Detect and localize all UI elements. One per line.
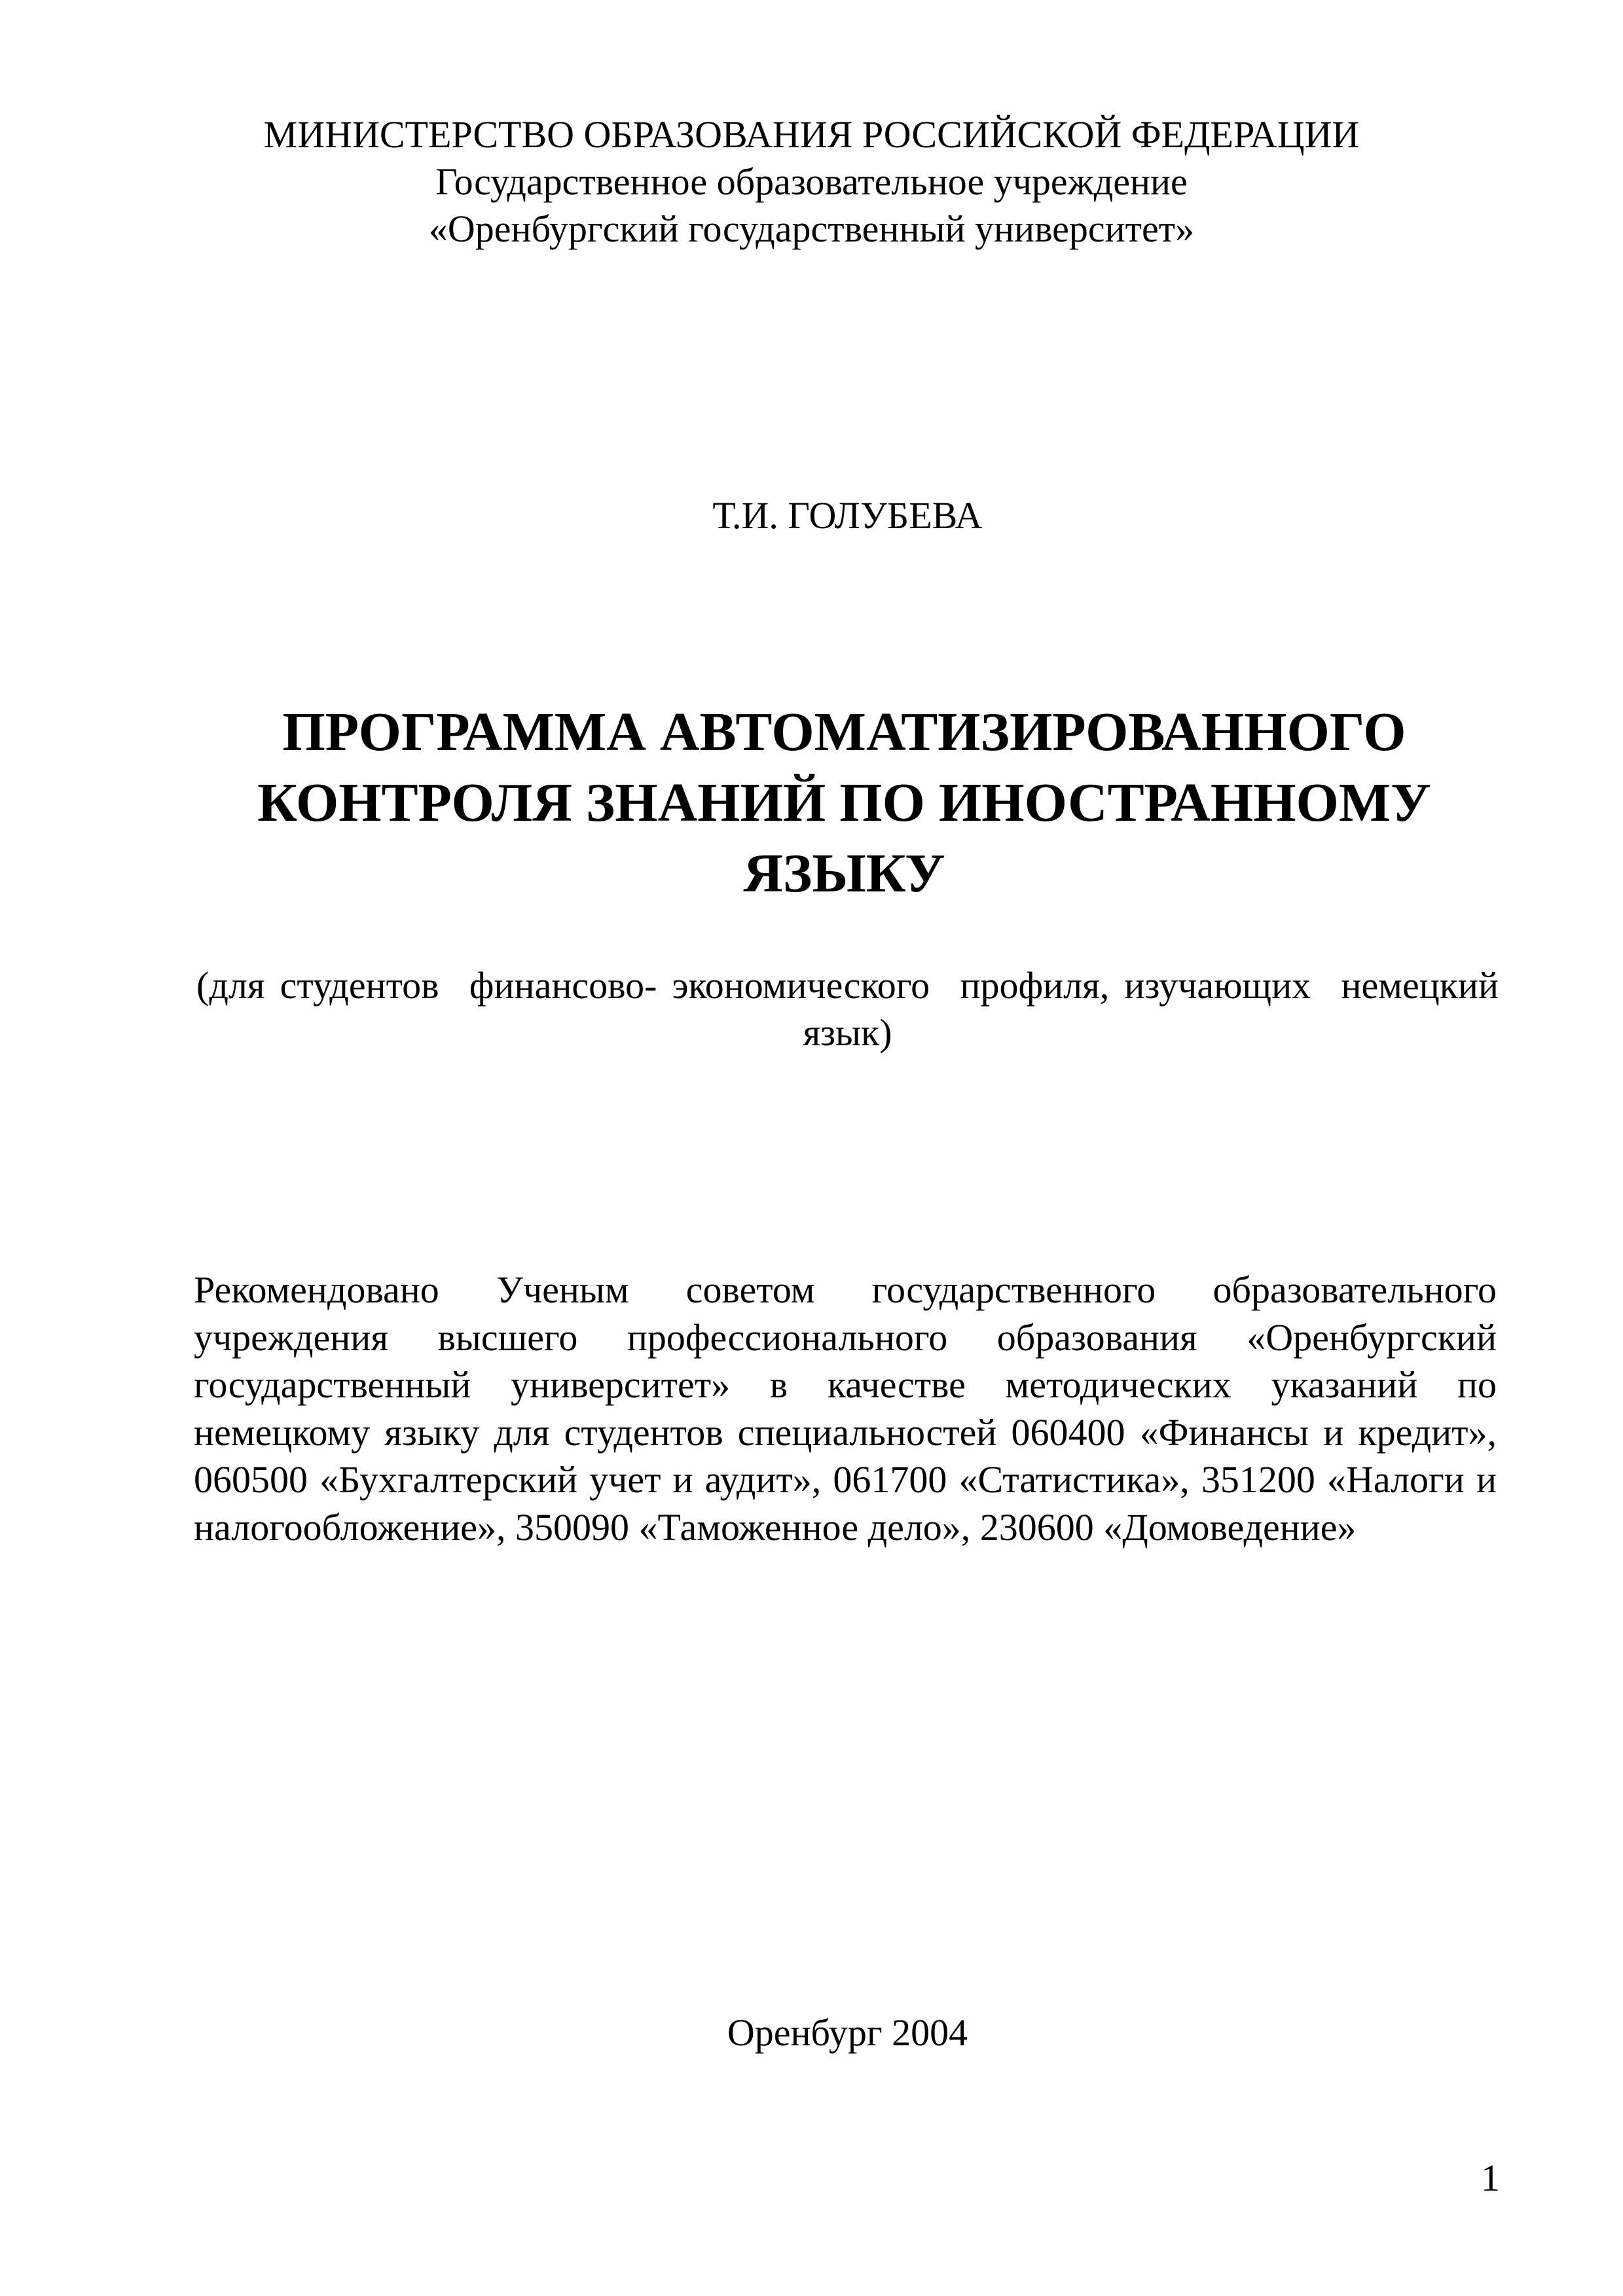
city-year: Оренбург 2004 xyxy=(727,2011,968,2054)
recommendation-line: Рекомендовано Ученым советом государственного образовательного xyxy=(194,1268,1497,1311)
institution-type: Государственное образовательное учреждение xyxy=(435,160,1188,203)
title-line-3: ЯЗЫКУ xyxy=(743,843,945,904)
page-number: 1 xyxy=(1481,2157,1500,2199)
document-subtitle xyxy=(196,962,1499,1056)
recommendation-line: немецкому языку для студентов специальностей 060400 «Финансы и кредит», xyxy=(194,1410,1497,1454)
title-line-1: ПРОГРАММА АВТОМАТИЗИРОВАННОГО xyxy=(282,702,1406,762)
document-title xyxy=(190,697,1499,909)
university-name: «Оренбургский государственный университет» xyxy=(428,207,1195,250)
author-name: Т.И. ГОЛУБЕВА xyxy=(712,494,983,537)
subtitle-line-2: язык) xyxy=(803,1011,892,1054)
recommendation-line: налогообложение», 350090 «Таможенное дело», 230600 «Домоведение» xyxy=(194,1505,1357,1549)
recommendation-paragraph xyxy=(194,1266,1497,1551)
ministry-name: МИНИСТЕРСТВО ОБРАЗОВАНИЯ РОССИЙСКОЙ ФЕДЕРАЦИИ xyxy=(263,113,1360,156)
header-block xyxy=(0,111,1623,253)
recommendation-line: 060500 «Бухгалтерский учет и аудит», 061700 «Статистика», 351200 «Налоги и xyxy=(194,1458,1497,1501)
subtitle-line-1: (для студентов финансово- экономического профиля, изучающих немецкий xyxy=(196,964,1499,1007)
recommendation-line: учреждения высшего профессионального образования «Оренбургский xyxy=(194,1316,1497,1359)
title-line-2: КОНТРОЛЯ ЗНАНИЙ ПО ИНОСТРАННОМУ xyxy=(257,772,1431,833)
recommendation-line: государственный университет» в качестве методических указаний по xyxy=(194,1363,1497,1406)
